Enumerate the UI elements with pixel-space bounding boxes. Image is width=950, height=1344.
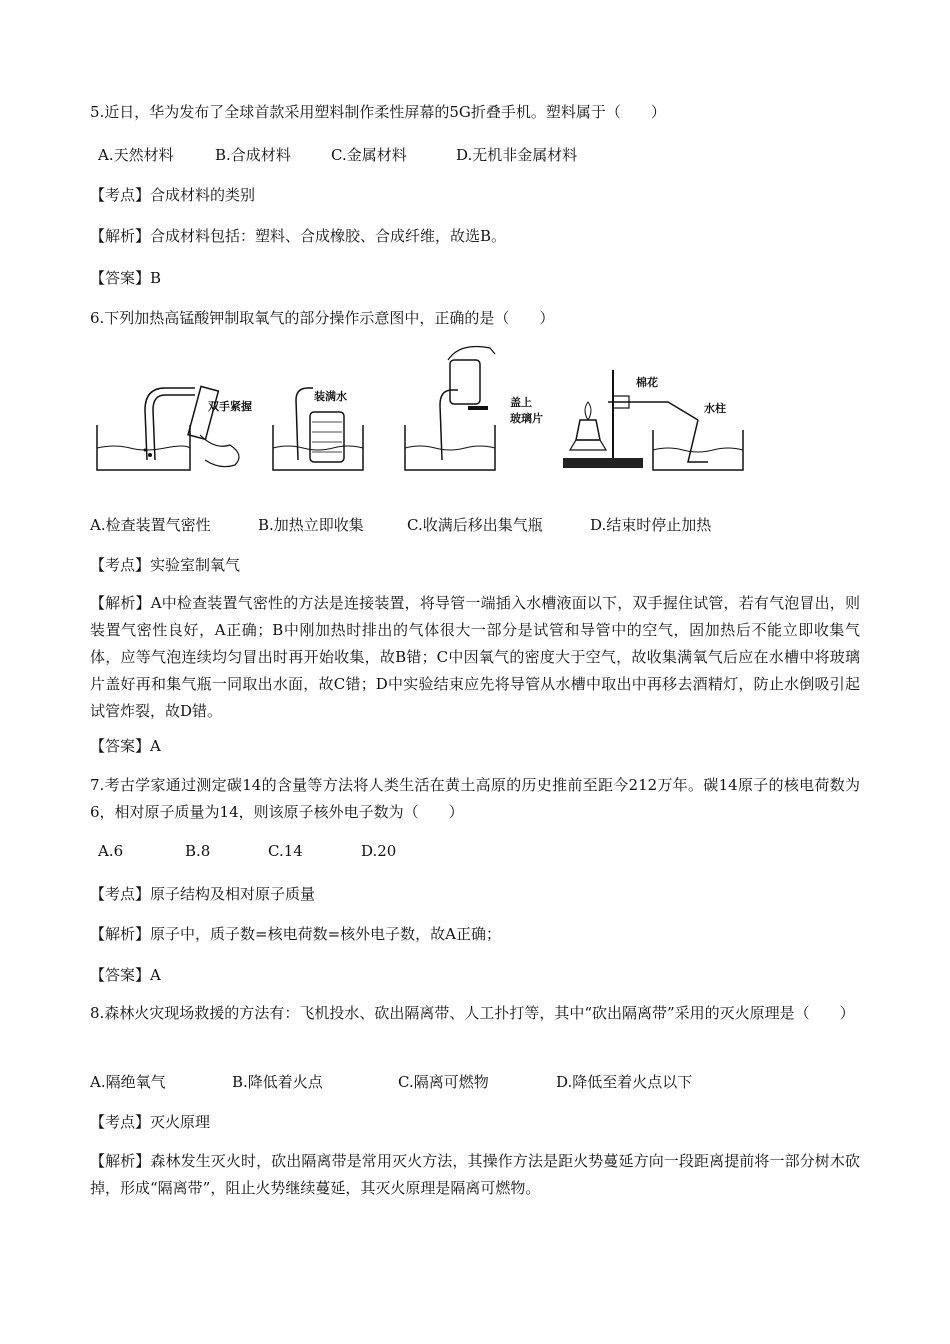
label-cotton: 棉花 [636,376,658,389]
label-hands: 双手紧握 [208,400,252,413]
label-full-water: 装满水 [314,390,347,403]
q5-option-a: A.天然材料 [98,146,174,164]
q7-stem: 7.考古学家通过测定碳14的含量等方法将人类生活在黄土高原的历史推前至距今212万年。碳14原子的核电荷数为6，相对原子质量为14，则该原子核外电子数为（ ） [90,776,860,821]
q8-option-d: D.降低至着火点以下 [556,1073,693,1091]
q7-kaodian: 【考点】原子结构及相对原子质量 [90,885,316,903]
label-glass-sheet: 玻璃片 [510,412,543,425]
q8-option-a: A.隔绝氧气 [90,1073,166,1091]
q5-stem: 5.近日，华为发布了全球首款采用塑料制作柔性屏幕的5G折叠手机。塑料属于（ ） [90,103,666,121]
q6-option-d: D.结束时停止加热 [590,516,712,534]
q7-jiexi: 【解析】原子中，质子数=核电荷数=核外电子数，故A正确； [90,925,501,943]
q6-kaodian: 【考点】实验室制氧气 [90,556,241,574]
q8-option-c: C.隔离可燃物 [398,1073,489,1091]
q6-apparatus-figure [90,340,750,480]
q6-option-a: A.检查装置气密性 [90,516,211,534]
q5-jiexi: 【解析】合成材料包括：塑料、合成橡胶、合成纤维，故选B。 [90,227,507,245]
q7-answer: 【答案】A [90,966,161,984]
q7-option-c: C.14 [268,842,303,860]
q5-option-c: C.金属材料 [331,146,407,164]
q6-stem: 6.下列加热高锰酸钾制取氧气的部分操作示意图中，正确的是（ ） [90,309,555,327]
q6-option-c: C.收满后移出集气瓶 [407,516,543,534]
q7-option-d: D.20 [361,842,397,860]
q8-kaodian: 【考点】灭火原理 [90,1113,211,1131]
q6-answer: 【答案】A [90,737,161,755]
label-cover: 盖上 [510,396,532,409]
q5-option-d: D.无机非金属材料 [456,146,578,164]
q6-jiexi: 【解析】A中检查装置气密性的方法是连接装置，将导管一端插入水槽液面以下，双手握住试管，若有气泡冒出，则装置气密性良好，A正确；B中刚加热时排出的气体很大一部分是试管和导管中的空气，固加热后不能立即收集气体，应等气泡连续均匀冒出时再开始收集，故B错；C中因氧气的密度大于空气，故收集满氧气后应在水槽中将玻璃片盖好再和集气瓶一同取出水面，故C错；D中实验结束应先将导管从水槽中取出中再移去酒精灯，防止水倒吸引起试管炸裂，故D错。 [90,594,860,720]
figure-b-collect [268,340,378,475]
q8-stem: 8.森林火灾现场救援的方法有：飞机投水、砍出隔离带、人工扑打等，其中“砍出隔离带”采用的灭火原理是（ ） [90,1004,855,1022]
q5-option-b: B.合成材料 [215,146,291,164]
label-water-column: 水柱 [704,402,726,415]
q5-answer: 【答案】B [90,269,162,287]
q7-option-b: B.8 [185,842,211,860]
q8-option-b: B.降低着火点 [232,1073,323,1091]
q7-option-a: A.6 [98,842,124,860]
q8-jiexi: 【解析】森林发生灭火时，砍出隔离带是常用灭火方法，其操作方法是距火势蔓延方向一段距离提前将一部分树木砍掉，形成“隔离带”，阻止火势继续蔓延，其灭火原理是隔离可燃物。 [90,1152,860,1197]
q5-kaodian: 【考点】合成材料的类别 [90,186,256,204]
q6-option-b: B.加热立即收集 [258,516,364,534]
